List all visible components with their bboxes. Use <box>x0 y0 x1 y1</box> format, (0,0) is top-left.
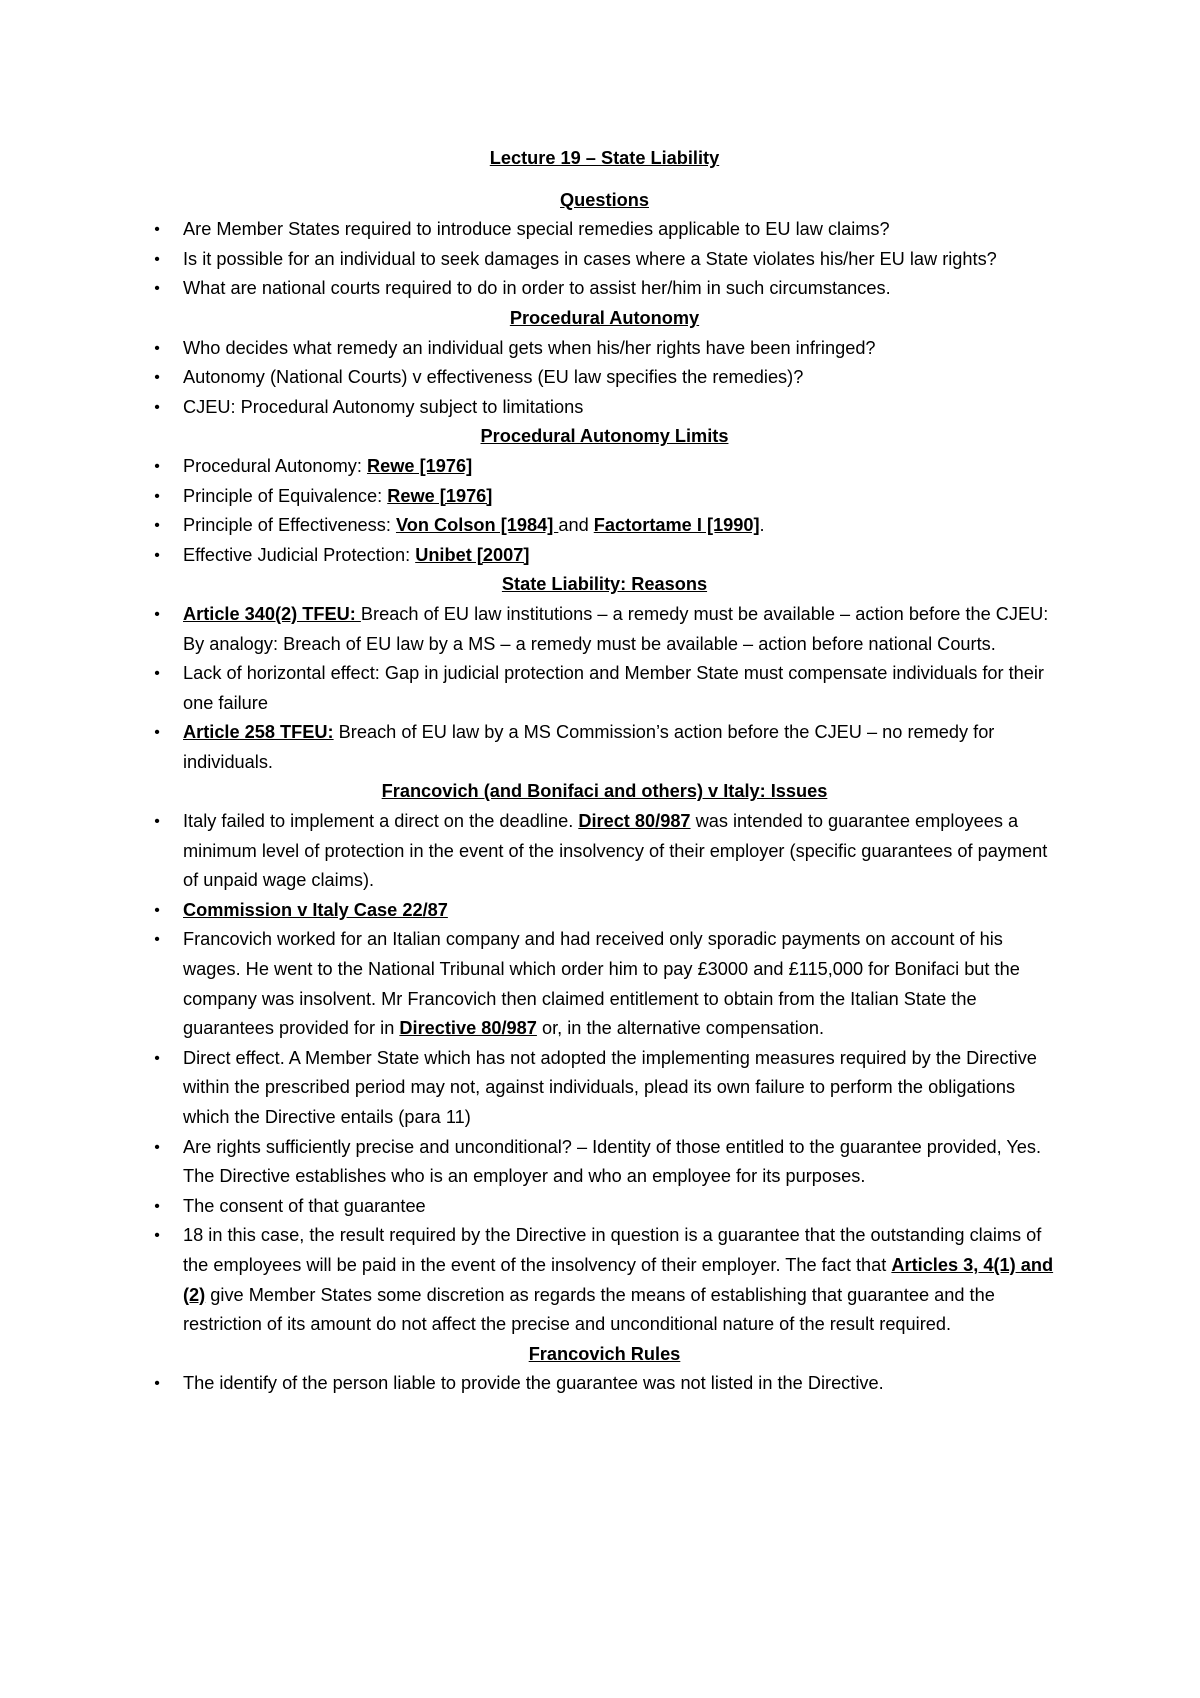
bullet-icon: • <box>154 517 160 535</box>
bullet-icon: • <box>154 546 160 564</box>
section-heading: Francovich Rules <box>528 1343 681 1364</box>
bullet-item <box>152 896 1057 926</box>
bullet-text: 18 in this case, the result required by the Directive in question is a guarantee that the outstanding claims of the employees will be paid in the event of the insolvency of their employer. The fact that <box>183 1225 1042 1275</box>
bullet-text: Effective Judicial Protection: <box>183 544 416 565</box>
bullet-text: Francovich worked for an Italian company and had received only sporadic payments on account of his wages. He went to the National Tribunal which order him to pay £3000 and £115,000 for Bonifaci but the company was insolvent. Mr Francovich then claimed entitlement to obtain from the Italian State the guarantees provided for in <box>183 929 1020 1039</box>
bullet-icon: • <box>154 339 160 357</box>
case-reference: Article 258 TFEU: <box>183 722 334 743</box>
case-reference: Unibet [2007] <box>415 544 530 565</box>
bullet-item <box>152 334 1057 364</box>
case-reference: Von Colson [1984] <box>395 515 559 536</box>
bullet-item <box>152 1044 1057 1133</box>
bullet-text: The consent of that guarantee <box>183 1195 426 1216</box>
bullet-text: or, in the alternative compensation. <box>536 1018 825 1039</box>
bullet-item <box>152 600 1057 659</box>
section-heading: State Liability: Reasons <box>501 574 708 595</box>
bullet-icon: • <box>154 1138 160 1156</box>
bullet-item <box>152 659 1057 718</box>
bullet-item <box>152 541 1057 571</box>
bullet-item <box>152 1192 1057 1222</box>
bullet-item <box>152 1369 1057 1399</box>
bullet-icon: • <box>154 724 160 742</box>
case-reference: Directive 80/987 <box>399 1018 537 1039</box>
bullet-text: What are national courts required to do in order to assist her/him in such circumstances. <box>183 278 891 299</box>
case-reference: Direct 80/987 <box>578 811 691 832</box>
bullet-text: was intended to guarantee employees a minimum level of protection in the event of the insolvency of their employer (specific guarantees of payment of unpaid wage claims). <box>183 811 1048 891</box>
bullet-icon: • <box>154 931 160 949</box>
case-reference: Articles 3, 4(1) and (2) <box>183 1254 1054 1305</box>
case-reference: Factortame I [1990] <box>593 515 760 536</box>
bullet-icon: • <box>154 1049 160 1067</box>
bullet-text: . <box>759 515 765 536</box>
bullet-text: Are rights sufficiently precise and unconditional? – Identity of those entitled to the guarantee provided, Yes. The Directive establishes who is an employer and who an employee for its purposes. <box>183 1136 1042 1187</box>
bullet-item <box>152 925 1057 1043</box>
bullet-text: Breach of EU law by a MS Commission’s action before the CJEU – no remedy for individuals. <box>183 722 995 772</box>
bullet-list <box>152 334 1057 423</box>
bullet-text: Principle of Equivalence: <box>183 485 388 506</box>
bullet-text: Who decides what remedy an individual gets when his/her rights have been infringed? <box>183 337 876 358</box>
bullet-text: Principle of Effectiveness: <box>183 515 396 536</box>
bullet-text: The identify of the person liable to provide the guarantee was not listed in the Directive. <box>183 1373 884 1394</box>
bullet-icon: • <box>154 813 160 831</box>
bullet-text: Lack of horizontal effect: Gap in judicial protection and Member State must compensate individuals for their one failure <box>183 663 1044 713</box>
bullet-item <box>152 274 1057 304</box>
bullet-item <box>152 393 1057 423</box>
document-title: Lecture 19 – State Liability <box>489 148 720 168</box>
bullet-list <box>152 452 1057 570</box>
bullet-text: Direct effect. A Member State which has not adopted the implementing measures required by the Directive within the prescribed period may not, against individuals, plead its own failure to perform the obligations which the Directive entails (para 11) <box>183 1047 1037 1127</box>
bullet-icon: • <box>154 1227 160 1245</box>
bullet-text: give Member States some discretion as regards the means of establishing that guarantee and the restriction of its amount do not affect the precise and unconditional nature of the result required. <box>183 1284 995 1335</box>
case-reference: Article 340(2) TFEU: <box>183 603 361 624</box>
case-reference: Commission v Italy Case 22/87 <box>183 899 448 920</box>
bullet-text: CJEU: Procedural Autonomy subject to limitations <box>183 396 584 417</box>
bullet-text: Italy failed to implement a direct on the deadline. <box>183 811 579 832</box>
bullet-icon: • <box>154 369 160 387</box>
section-heading: Procedural Autonomy Limits <box>480 426 729 447</box>
bullet-item <box>152 245 1057 275</box>
bullet-icon: • <box>154 280 160 298</box>
bullet-item <box>152 215 1057 245</box>
bullet-item <box>152 511 1057 541</box>
bullet-item <box>152 1133 1057 1192</box>
bullet-item <box>152 807 1057 896</box>
sections-container <box>152 186 1057 1399</box>
bullet-icon: • <box>154 457 160 475</box>
bullet-item <box>152 718 1057 777</box>
bullet-list <box>152 215 1057 304</box>
bullet-icon: • <box>154 398 160 416</box>
section-heading: Questions <box>560 189 649 210</box>
bullet-item <box>152 482 1057 512</box>
bullet-list <box>152 600 1057 778</box>
bullet-icon: • <box>154 487 160 505</box>
bullet-text: Are Member States required to introduce special remedies applicable to EU law claims? <box>183 219 890 240</box>
case-reference: Rewe [1976] <box>387 485 493 506</box>
bullet-icon: • <box>154 901 160 919</box>
bullet-icon: • <box>154 605 160 623</box>
bullet-icon: • <box>154 250 160 268</box>
bullet-list <box>152 1369 1057 1399</box>
bullet-text: Procedural Autonomy: <box>183 455 367 476</box>
document-body <box>152 144 1057 1399</box>
bullet-icon: • <box>154 1197 160 1215</box>
bullet-item <box>152 363 1057 393</box>
case-reference: Rewe [1976] <box>367 455 473 476</box>
bullet-icon: • <box>154 221 160 239</box>
bullet-icon: • <box>154 1375 160 1393</box>
bullet-text: Is it possible for an individual to seek damages in cases where a State violates his/her EU law rights? <box>183 248 997 269</box>
bullet-text: and <box>558 515 594 536</box>
bullet-icon: • <box>154 665 160 683</box>
bullet-list <box>152 807 1057 1340</box>
bullet-item <box>152 1221 1057 1339</box>
section-heading: Francovich (and Bonifaci and others) v Italy: Issues <box>381 781 828 802</box>
bullet-text: Breach of EU law institutions – a remedy must be available – action before the CJEU: By analogy: Breach of EU law by a MS – a remedy must be available – action before national Courts. <box>183 603 1049 654</box>
bullet-item <box>152 452 1057 482</box>
section-heading: Procedural Autonomy <box>509 307 700 328</box>
bullet-text: Autonomy (National Courts) v effectiveness (EU law specifies the remedies)? <box>183 367 804 388</box>
